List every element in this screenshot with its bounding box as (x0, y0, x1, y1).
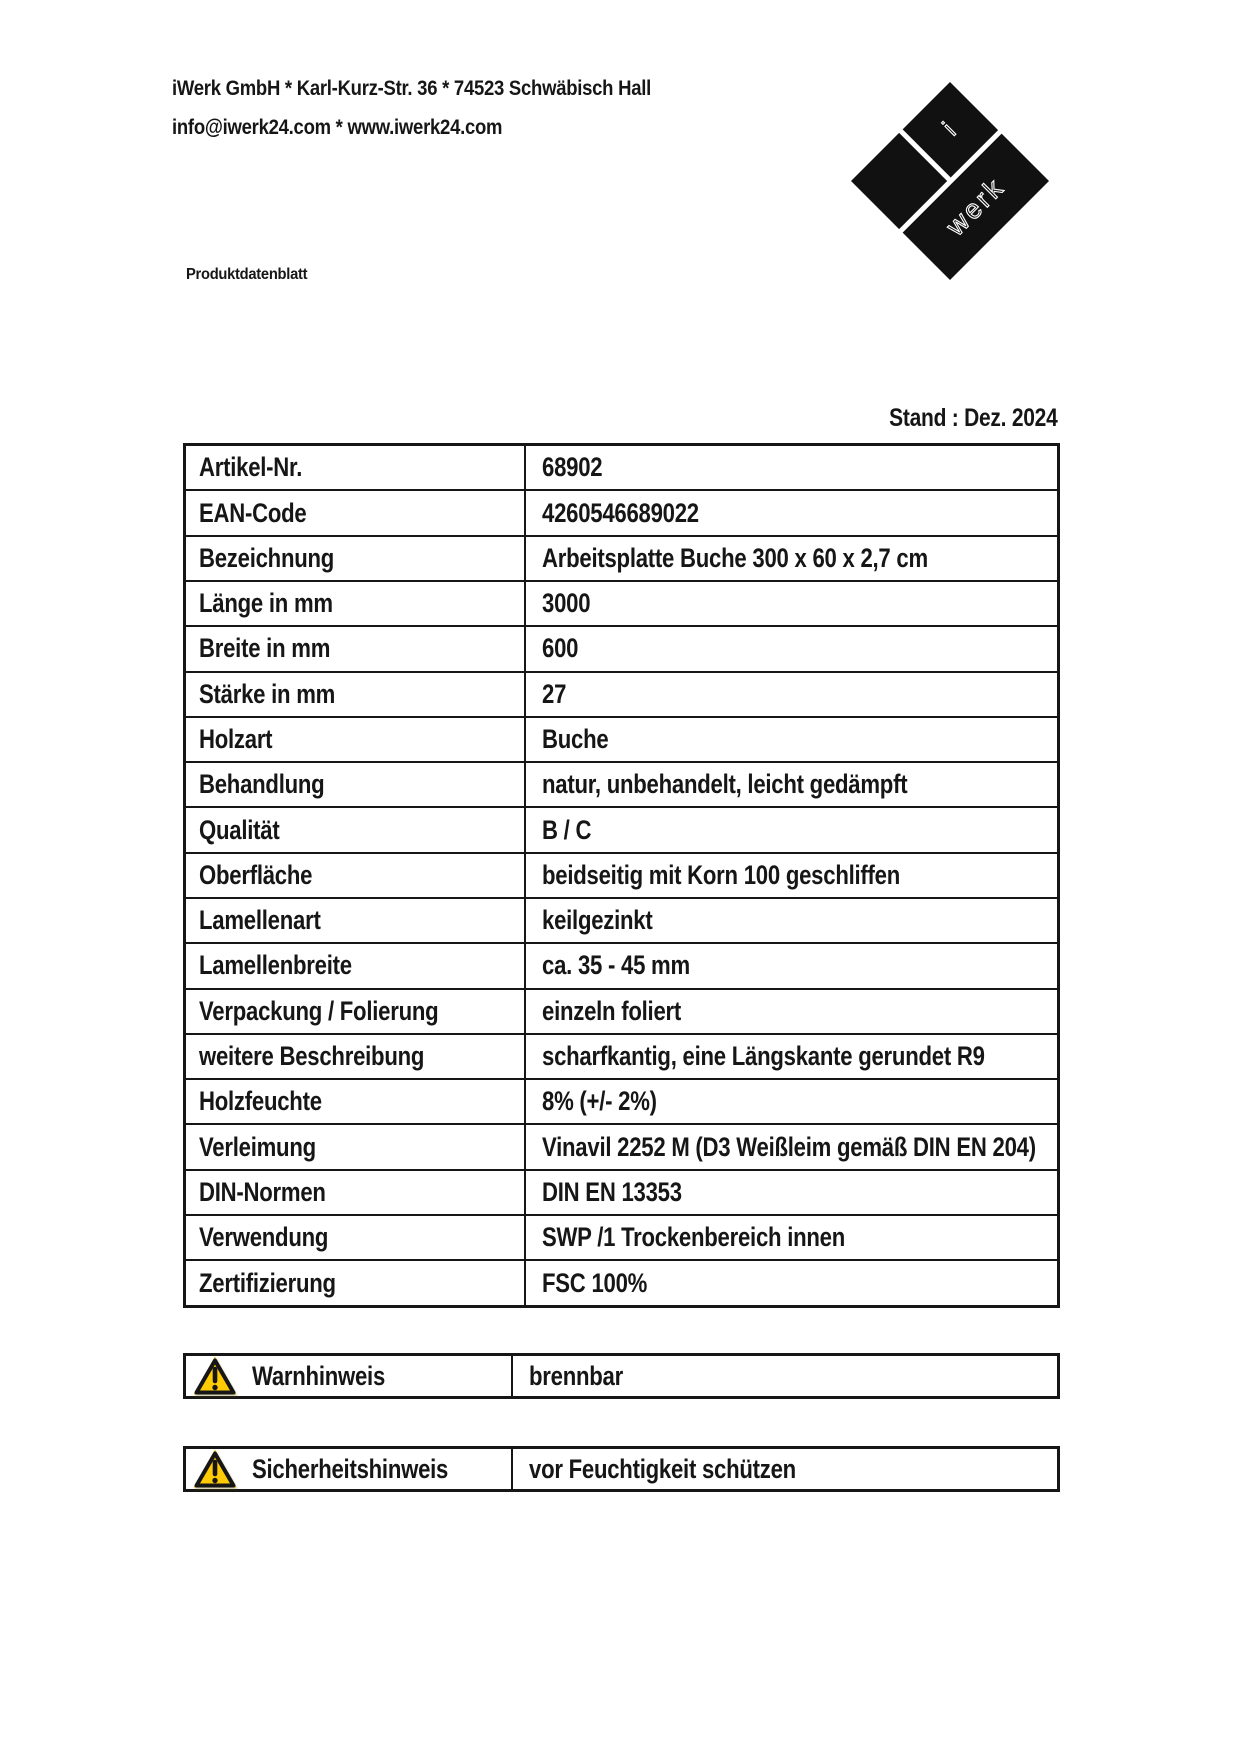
spec-value-cell (525, 581, 1059, 626)
spec-value-cell (525, 672, 1059, 717)
page-title: Produktdatenblatt (186, 266, 308, 283)
sender-address-line (172, 76, 729, 101)
spec-value-cell (525, 445, 1059, 491)
table-row (185, 672, 1059, 717)
spec-value: 600 (542, 633, 579, 664)
spec-value-cell (525, 898, 1059, 943)
spec-label-cell (185, 853, 526, 898)
spec-label: Qualität (199, 814, 280, 845)
table-row (185, 1034, 1059, 1079)
spec-label-cell (185, 717, 526, 762)
table-row (185, 717, 1059, 762)
table-row (185, 762, 1059, 807)
table-row (185, 1170, 1059, 1215)
spec-label: Stärke in mm (199, 678, 336, 709)
table-row (185, 581, 1059, 626)
spec-label: Lamellenbreite (199, 950, 352, 981)
spec-value: scharfkantig, eine Längskante gerundet R9 (542, 1040, 985, 1071)
table-row (185, 853, 1059, 898)
spec-value: Arbeitsplatte Buche 300 x 60 x 2,7 cm (542, 542, 928, 573)
spec-value: 3000 (542, 588, 591, 619)
spec-value: 8% (+/- 2%) (542, 1086, 657, 1117)
iwerk-logo (851, 82, 1049, 280)
spec-label: Lamellenart (199, 905, 321, 936)
spec-value: FSC 100% (542, 1267, 648, 1298)
spec-value: Buche (542, 724, 609, 755)
table-row (185, 445, 1059, 491)
spec-label-cell (185, 1215, 526, 1260)
spec-value: SWP /1 Trockenbereich innen (542, 1222, 846, 1253)
spec-value-cell (525, 536, 1059, 581)
spec-label-cell (185, 943, 526, 988)
spec-label-cell (185, 1260, 526, 1306)
spec-value-cell (525, 1034, 1059, 1079)
spec-value-cell (525, 943, 1059, 988)
spec-value-cell (525, 853, 1059, 898)
spec-label: Verwendung (199, 1222, 329, 1253)
spec-label-cell (185, 1170, 526, 1215)
notice-sicherheitshinweis (183, 1446, 1060, 1492)
spec-label-cell (185, 1079, 526, 1124)
notice-label-cell (186, 1356, 513, 1396)
spec-value-cell (525, 1124, 1059, 1169)
spec-value-cell (525, 1170, 1059, 1215)
spec-value: natur, unbehandelt, leicht gedämpft (542, 769, 908, 800)
table-row (185, 807, 1059, 852)
notice-value-cell (513, 1356, 1057, 1396)
notice-value: vor Feuchtigkeit schützen (529, 1453, 796, 1484)
spec-label: weitere Beschreibung (199, 1040, 425, 1071)
sender-address-text: iWerk GmbH * Karl-Kurz-Str. 36 * 74523 Schwäbisch Hall (172, 76, 651, 100)
warning-triangle-icon (193, 1449, 237, 1489)
spec-value-cell (525, 717, 1059, 762)
spec-value-cell (525, 1215, 1059, 1260)
table-row (185, 536, 1059, 581)
logo-werk-text: werk (940, 171, 1011, 242)
spec-label-cell (185, 581, 526, 626)
spec-value: Vinavil 2252 M (D3 Weißleim gemäß DIN EN 204) (542, 1131, 1036, 1162)
spec-value: beidseitig mit Korn 100 geschliffen (542, 859, 901, 890)
table-row (185, 1260, 1059, 1306)
spec-label-cell (185, 490, 526, 535)
spec-value: ca. 35 - 45 mm (542, 950, 690, 981)
spec-label-cell (185, 898, 526, 943)
spec-label: DIN-Normen (199, 1176, 326, 1207)
spec-value-cell (525, 762, 1059, 807)
table-row (185, 1124, 1059, 1169)
spec-value-cell (525, 989, 1059, 1034)
spec-label: Artikel-Nr. (199, 452, 303, 483)
notice-label: Warnhinweis (252, 1360, 386, 1391)
spec-label: Verleimung (199, 1131, 316, 1162)
table-row (185, 898, 1059, 943)
spec-label: Holzfeuchte (199, 1086, 322, 1117)
spec-label: Behandlung (199, 769, 325, 800)
spec-label: Bezeichnung (199, 542, 335, 573)
spec-value: DIN EN 13353 (542, 1176, 682, 1207)
contact-text: info@iwerk24.com * www.iwerk24.com (172, 115, 503, 139)
table-row (185, 490, 1059, 535)
logo-i-text: i (937, 117, 962, 142)
stand-date: Stand : Dez. 2024 (889, 404, 1058, 432)
table-row (185, 626, 1059, 671)
spec-value: 4260546689022 (542, 497, 699, 528)
spec-label: Länge in mm (199, 588, 333, 619)
notice-warnhinweis (183, 1353, 1060, 1399)
warning-triangle-icon (193, 1356, 237, 1396)
spec-label-cell (185, 672, 526, 717)
spec-value: B / C (542, 814, 592, 845)
spec-label-cell (185, 536, 526, 581)
notice-label: Sicherheitshinweis (252, 1453, 449, 1484)
notice-value: brennbar (529, 1360, 623, 1391)
spec-label-cell (185, 626, 526, 671)
spec-label: EAN-Code (199, 497, 307, 528)
spec-label: Breite in mm (199, 633, 331, 664)
spec-label-cell (185, 807, 526, 852)
spec-table (183, 443, 1060, 1308)
spec-value: 27 (542, 678, 567, 709)
spec-table-body (185, 445, 1059, 1307)
spec-value: einzeln foliert (542, 995, 682, 1026)
spec-label-cell (185, 989, 526, 1034)
spec-label: Verpackung / Folierung (199, 995, 439, 1026)
spec-label-cell (185, 445, 526, 491)
contact-line (172, 115, 556, 140)
spec-label-cell (185, 762, 526, 807)
notice-label-cell (186, 1449, 513, 1489)
spec-value-cell (525, 490, 1059, 535)
spec-label-cell (185, 1124, 526, 1169)
table-row (185, 943, 1059, 988)
spec-value-cell (525, 1260, 1059, 1306)
table-row (185, 1215, 1059, 1260)
notice-value-cell (513, 1449, 1057, 1489)
spec-value-cell (525, 807, 1059, 852)
spec-value-cell (525, 626, 1059, 671)
spec-label: Oberfläche (199, 859, 313, 890)
spec-value-cell (525, 1079, 1059, 1124)
spec-value: 68902 (542, 452, 603, 483)
spec-label-cell (185, 1034, 526, 1079)
spec-label: Zertifizierung (199, 1267, 336, 1298)
spec-label: Holzart (199, 724, 273, 755)
table-row (185, 1079, 1059, 1124)
table-row (185, 989, 1059, 1034)
spec-value: keilgezinkt (542, 905, 653, 936)
